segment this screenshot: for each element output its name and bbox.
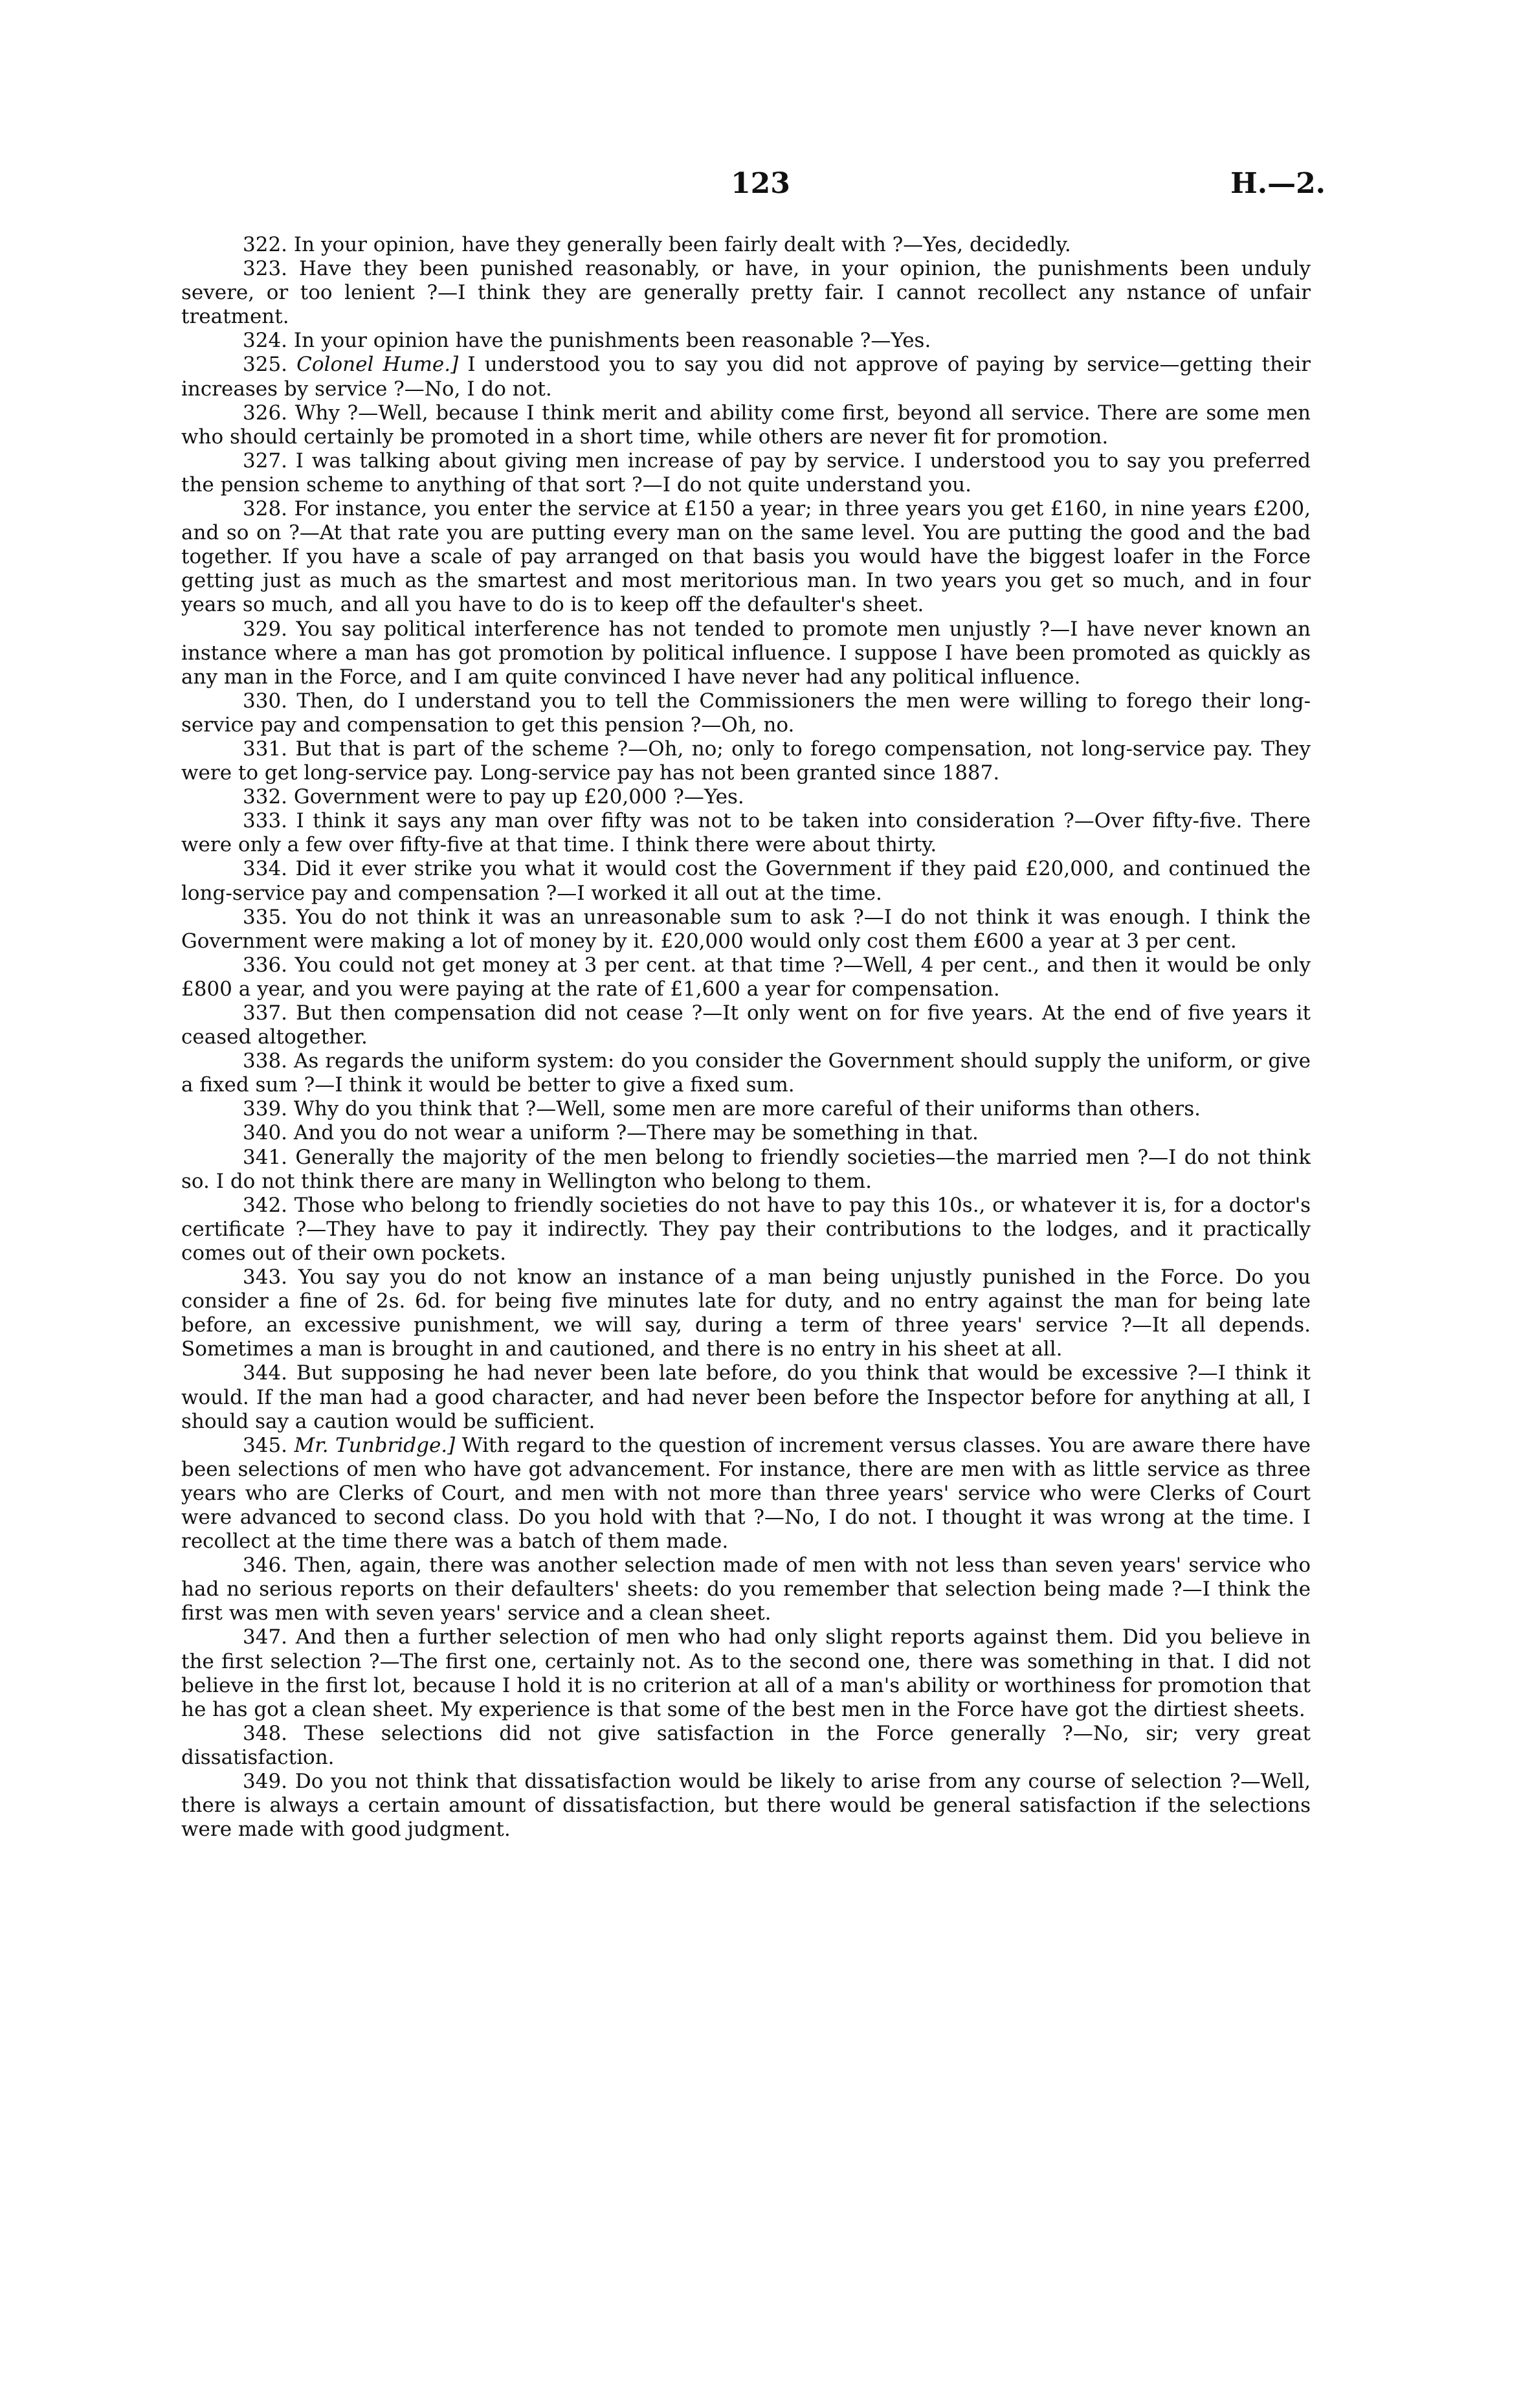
paragraph-346 [181,1554,1311,1625]
paragraph-number: 339. [243,1097,288,1121]
paragraph-text: Government were to pay up £20,000 ?—Yes. [293,785,744,809]
paragraph-number: 333. [243,809,288,833]
document-reference: H.—2. [1230,167,1326,200]
paragraph-text: For instance, you enter the service at £150 a year; in three years you get £160, in nine years £200, and so on ?—At that rate you are putting every man on the same level. You are putting the good and the bad together. If you have a scale of pay arranged on that basis you would have the biggest loafer in the Force getting just as much as the smartest and most meritorious man. In two years you get so much, and in four years so much, and all you have to do is to keep off the defaulter's sheet. [181,497,1311,617]
paragraph-number: 336. [243,953,288,977]
paragraph-333 [181,809,1311,857]
paragraph-text: But supposing he had never been late before, do you think that would be excessive ?—I think it would. If the man had a good character, and had never been before the Inspector before for anything at all, I should say a caution would be sufficient. [181,1361,1311,1433]
paragraph-text: But that is part of the scheme ?—Oh, no; only to forego compensation, not long-service pay. They were to get long-service pay. Long-service pay has not been granted since 1887. [181,737,1311,785]
paragraph-text: Did it ever strike you what it would cost the Government if they paid £20,000, and continued the long-service pay and compensation ?—I worked it all out at the time. [181,857,1311,905]
paragraph-text: In your opinion have the punishments been reasonable ?—Yes. [293,329,931,353]
paragraph-text: You say you do not know an instance of a man being unjustly punished in the Force. Do you consider a fine of 2s. 6d. for being five minutes late for duty, and no entry against the man for being late before, an excessive punishment, we will say, during a term of three years' service ?—It all depends. Sometimes a man is brought in and cautioned, and there is no entry in his sheet at all. [181,1265,1311,1361]
paragraph-326 [181,401,1311,449]
paragraph-text: These selections did not give satisfaction in the Force generally ?—No, sir; very great dissatisfaction. [181,1721,1311,1769]
paragraph-number: 343. [243,1265,288,1289]
paragraph-341 [181,1146,1311,1194]
paragraph-335 [181,906,1311,953]
paragraph-322 [181,233,1311,257]
paragraph-text: Generally the majority of the men belong to friendly societies—the married men ?—I do not think so. I do not think there are many in Wellington who belong to them. [181,1145,1311,1193]
paragraph-number: 327. [243,449,288,473]
paragraph-number: 329. [243,617,288,641]
paragraph-337 [181,1001,1311,1049]
page-number: 123 [731,167,790,200]
paragraph-text: But then compensation did not cease ?—It only went on for five years. At the end of five years it ceased altogether. [181,1001,1311,1049]
paragraph-number: 342. [243,1193,288,1217]
paragraph-330 [181,689,1311,737]
paragraph-number: 337. [243,1001,288,1025]
paragraph-331 [181,737,1311,785]
speaker-name: Colonel Hume.] [296,353,459,377]
paragraph-text: Do you not think that dissatisfaction would be likely to arise from any course of selection ?—Well, there is always a certain amount of dissatisfaction, but there would be general satisfaction if the selections were made with good judgment. [181,1770,1311,1842]
testimony-body [181,233,1311,1842]
paragraph-number: 332. [243,785,288,809]
paragraph-number: 324. [243,329,288,353]
paragraph-number: 347. [243,1625,288,1649]
paragraph-text: I think it says any man over fifty was not to be taken into consideration ?—Over fifty-five. There were only a few over fifty-five at that time. I think there were about thirty. [181,809,1311,857]
paragraph-number: 340. [243,1121,288,1145]
paragraph-text: And you do not wear a uniform ?—There may be something in that. [293,1121,979,1145]
paragraph-number: 345. [243,1433,288,1457]
paragraph-text: I understood you to say you did not approve of paying by service—getting their increases by service ?—No, I do not. [181,353,1311,401]
paragraph-348 [181,1722,1311,1770]
paragraph-344 [181,1361,1311,1433]
paragraph-text: Then, do I understand you to tell the Commissioners the men were willing to forego their long-service pay and compensation to get this pension ?—Oh, no. [181,689,1311,737]
paragraph-number: 325. [243,353,288,377]
paragraph-343 [181,1265,1311,1361]
paragraph-number: 338. [243,1049,288,1073]
paragraph-332 [181,785,1311,809]
paragraph-number: 334. [243,857,288,881]
paragraph-number: 331. [243,737,288,761]
paragraph-text: You say political interference has not tended to promote men unjustly ?—I have never known an instance where a man has got promotion by political influence. I suppose I have been promoted as quickly as any man in the Force, and I am quite convinced I have never had any political influence. [181,617,1311,689]
paragraph-number: 344. [243,1361,288,1385]
paragraph-345 [181,1434,1311,1554]
paragraph-340 [181,1121,1311,1145]
paragraph-324 [181,329,1311,353]
paragraph-334 [181,857,1311,905]
paragraph-338 [181,1049,1311,1097]
paragraph-number: 346. [243,1554,288,1577]
paragraph-number: 330. [243,689,288,713]
paragraph-number: 348. [243,1721,288,1745]
paragraph-text: Those who belong to friendly societies do not have to pay this 10s., or whatever it is, for a doctor's certificate ?—They have to pay it indirectly. They pay their contributions to the lodges, and it practically comes out of their own pockets. [181,1193,1311,1265]
paragraph-text: Why ?—Well, because I think merit and ability come first, beyond all service. There are some men who should certainly be promoted in a short time, while others are never fit for promotion. [181,401,1311,449]
paragraph-text: Why do you think that ?—Well, some men are more careful of their uniforms than others. [293,1097,1201,1121]
paragraph-number: 323. [243,257,288,281]
paragraph-number: 341. [243,1145,288,1169]
paragraph-text: And then a further selection of men who had only slight reports against them. Did you believe in the first selection ?—The first one, certainly not. As to the second one, there was something in that. I did not believe in the first lot, because I hold it is no criterion at all of a man's ability or worthiness for promotion that he has got a clean sheet. My experience is that some of the best men in the Force have got the dirtiest sheets. [181,1625,1311,1721]
paragraph-text: You do not think it was an unreasonable sum to ask ?—I do not think it was enough. I think the Government were making a lot of money by it. £20,000 would only cost them £600 a year at 3 per cent. [181,905,1311,953]
paragraph-text: In your opinion, have they generally been fairly dealt with ?—Yes, decidedly. [293,233,1071,256]
paragraph-328 [181,497,1311,617]
paragraph-text: Then, again, there was another selection made of men with not less than seven years' service who had no serious reports on their defaulters' sheets: do you remember that selection being made ?—I think the first was men with seven years' service and a clean sheet. [181,1554,1311,1625]
paragraph-number: 322. [243,233,288,256]
speaker-name: Mr. Tunbridge.] [294,1433,456,1457]
paragraph-text: You could not get money at 3 per cent. at that time ?—Well, 4 per cent., and then it would be only £800 a year, and you were paying at the rate of £1,600 a year for compensation. [181,953,1311,1001]
paragraph-342 [181,1194,1311,1265]
paragraph-text: As regards the uniform system: do you consider the Government should supply the uniform, or give a fixed sum ?—I think it would be better to give a fixed sum. [181,1049,1311,1097]
paragraph-number: 335. [243,905,288,929]
paragraph-number: 326. [243,401,288,425]
paragraph-347 [181,1625,1311,1721]
paragraph-number: 328. [243,497,288,521]
paragraph-349 [181,1770,1311,1842]
paragraph-text: I was talking about giving men increase of pay by service. I understood you to say you preferred the pension scheme to anything of that sort ?—I do not quite understand you. [181,449,1311,496]
page-header [0,167,1521,206]
paragraph-336 [181,953,1311,1001]
paragraph-339 [181,1097,1311,1121]
paragraph-327 [181,449,1311,497]
paragraph-323 [181,257,1311,329]
paragraph-325 [181,353,1311,401]
paragraph-329 [181,618,1311,689]
paragraph-text: With regard to the question of increment versus classes. You are aware there have been selections of men who have got advancement. For instance, there are men with as little service as three years who are Clerks of Court, and men with not more than three years' service who were Clerks of Court were advanced to second class. Do you hold with that ?—No, I do not. I thought it was wrong at the time. I recollect at the time there was a batch of them made. [181,1433,1311,1554]
paragraph-text: Have they been punished reasonably, or have, in your opinion, the punishments been unduly severe, or too lenient ?—I think they are generally pretty fair. I cannot recollect any nstance of unfair treatment. [181,257,1311,329]
paragraph-number: 349. [243,1770,288,1793]
